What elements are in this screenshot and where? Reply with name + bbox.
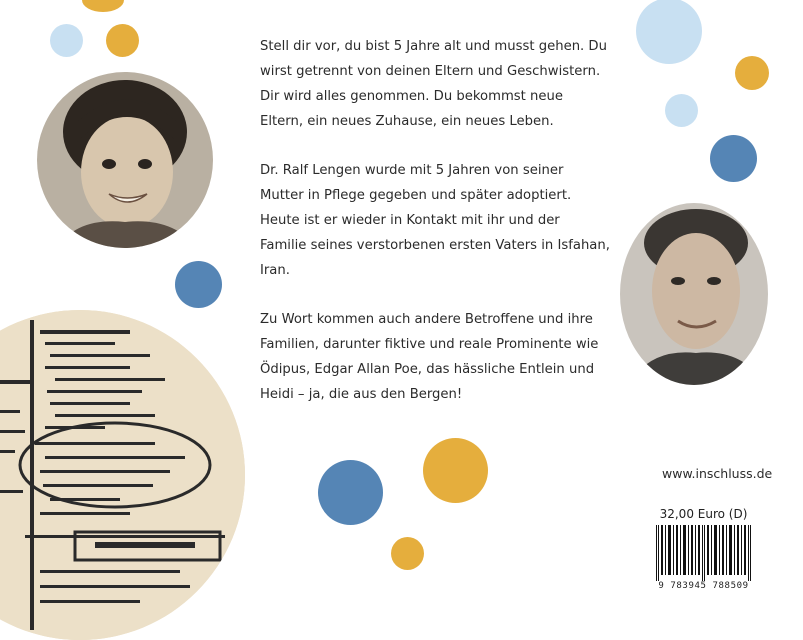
- publisher-website[interactable]: www.inschluss.de: [662, 466, 773, 481]
- isbn-barcode: [647, 505, 760, 591]
- decor-dot-dark-blue: [175, 261, 222, 308]
- blurb-paragraph-2: Dr. Ralf Lengen wurde mit 5 Jahren von seiner Mutter in Pflege gegeben und später adoptiert. Heute ist er wieder in Kontakt mit ihr und der Familie seines verstorbenen ersten Vaters in Isfahan, Iran.: [260, 163, 610, 278]
- decor-dot-orange: [423, 438, 488, 503]
- decor-dot-light-blue: [636, 0, 702, 64]
- barcode-bars: [656, 525, 752, 581]
- isbn-digits: 9 783945 788509: [658, 581, 749, 591]
- price-label: 32,00 Euro (D): [659, 507, 748, 521]
- decor-dot-light-blue: [50, 24, 83, 57]
- blurb-paragraph-1: Stell dir vor, du bist 5 Jahre alt und musst gehen. Du wirst getrennt von deinen Eltern und Geschwistern. Dir wird alles genommen. Du bekommst neue Eltern, ein neues Zuhause, ein neues Leben.: [260, 39, 607, 129]
- blurb-paragraph-3: Zu Wort kommen auch andere Betroffene und ihre Familien, darunter fiktive und reale Prominente wie Ödipus, Edgar Allan Poe, das hässliche Entlein und Heidi – ja, die aus den Bergen!: [260, 312, 599, 402]
- author-portrait-icon: [620, 203, 768, 385]
- decor-dot-dark-blue: [318, 460, 383, 525]
- child-portrait-icon: [37, 72, 213, 248]
- decor-dot-dark-blue: [710, 135, 757, 182]
- decor-dot-orange: [82, 0, 124, 12]
- back-cover-blurb: [260, 34, 610, 431]
- decor-dot-orange: [106, 24, 139, 57]
- decor-dot-orange: [391, 537, 424, 570]
- decor-dot-orange: [735, 56, 769, 90]
- decor-dot-light-blue: [665, 94, 698, 127]
